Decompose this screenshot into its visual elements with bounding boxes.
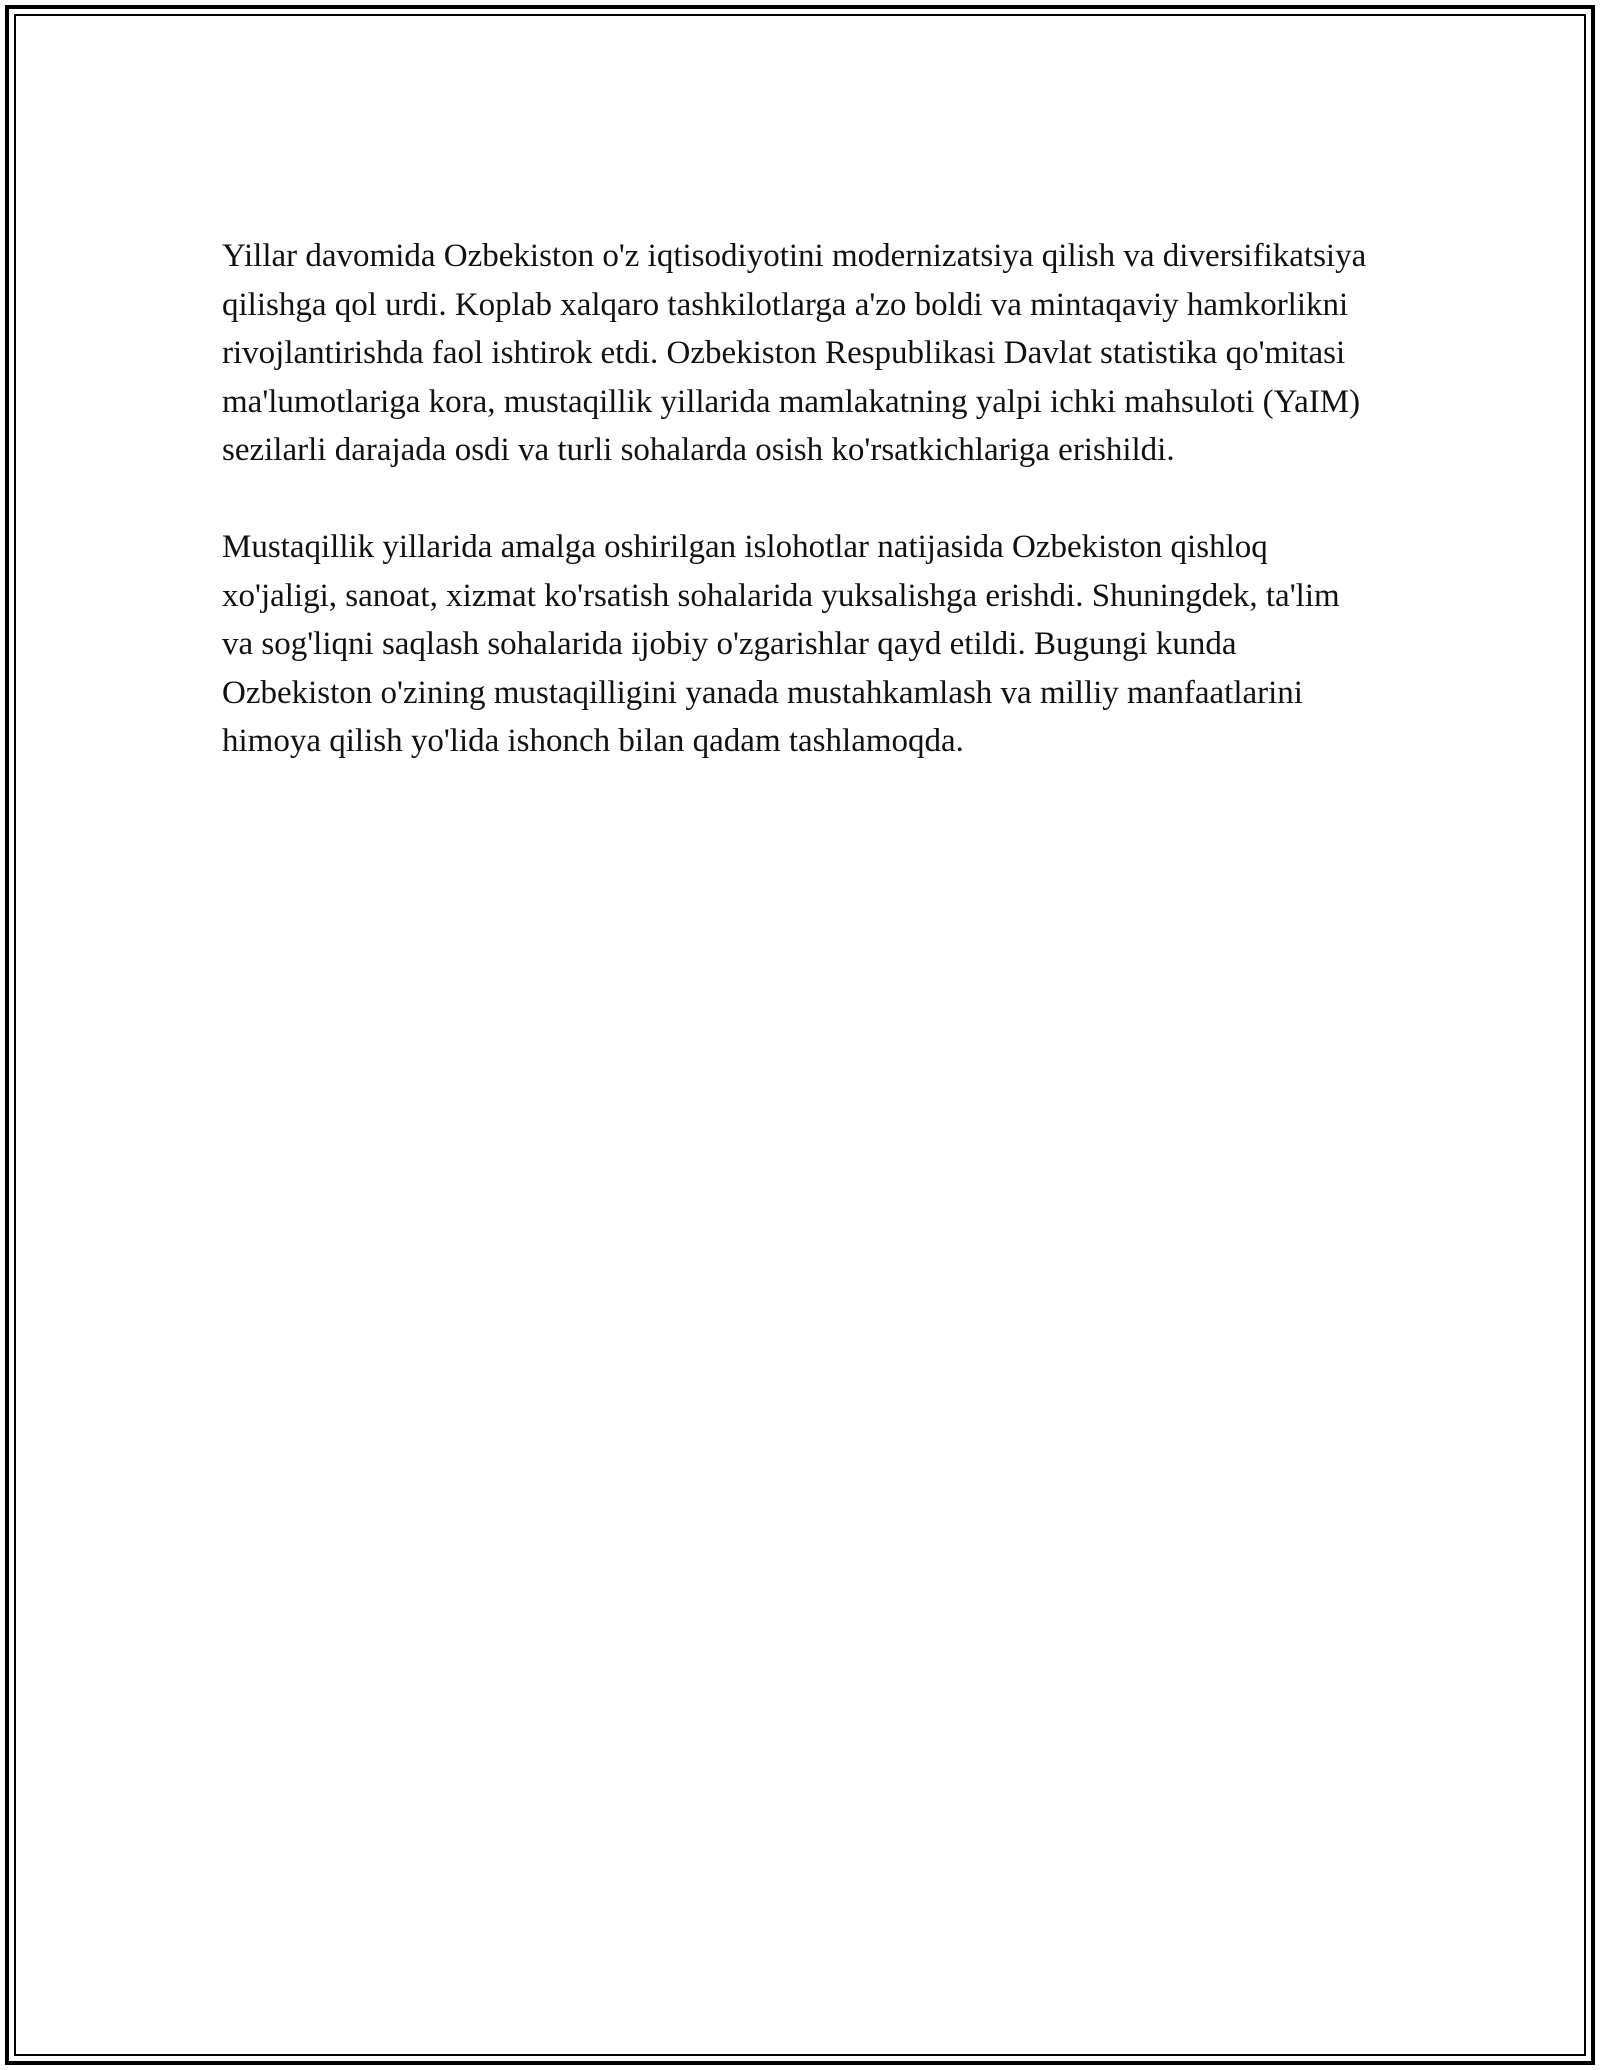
paragraph-2: Mustaqillik yillarida amalga oshirilgan islohotlar natijasida Ozbekiston qishloq xo'jaligi, sanoat, xizmat ko'rsatish sohalarida yuksalishga erishdi. Shuningdek, ta'lim va sog'liqni saqlash sohalarida ijobiy o'zgarishlar qayd etildi. Bugungi kunda Ozbekiston o'zining mustaqilligini yanada mustahkamlash va milliy manfaatlarini himoya qilish yo'lida ishonch bilan qadam tashlamoqda. [222,529,1340,759]
document-body [222,232,1372,814]
paragraph-1: Yillar davomida Ozbekiston o'z iqtisodiyotini modernizatsiya qilish va diversifikatsiya qilishga qol urdi. Koplab xalqaro tashkilotlarga a'zo boldi va mintaqaviy hamkorlikni rivojlantirishda faol ishtirok etdi. Ozbekiston Respublikasi Davlat statistika qo'mitasi ma'lumotlariga kora, mustaqillik yillarida mamlakatning yalpi ichki mahsuloti (YaIM) sezilarli darajada osdi va turli sohalarda osish ko'rsatkichlariga erishildi. [222,238,1367,468]
